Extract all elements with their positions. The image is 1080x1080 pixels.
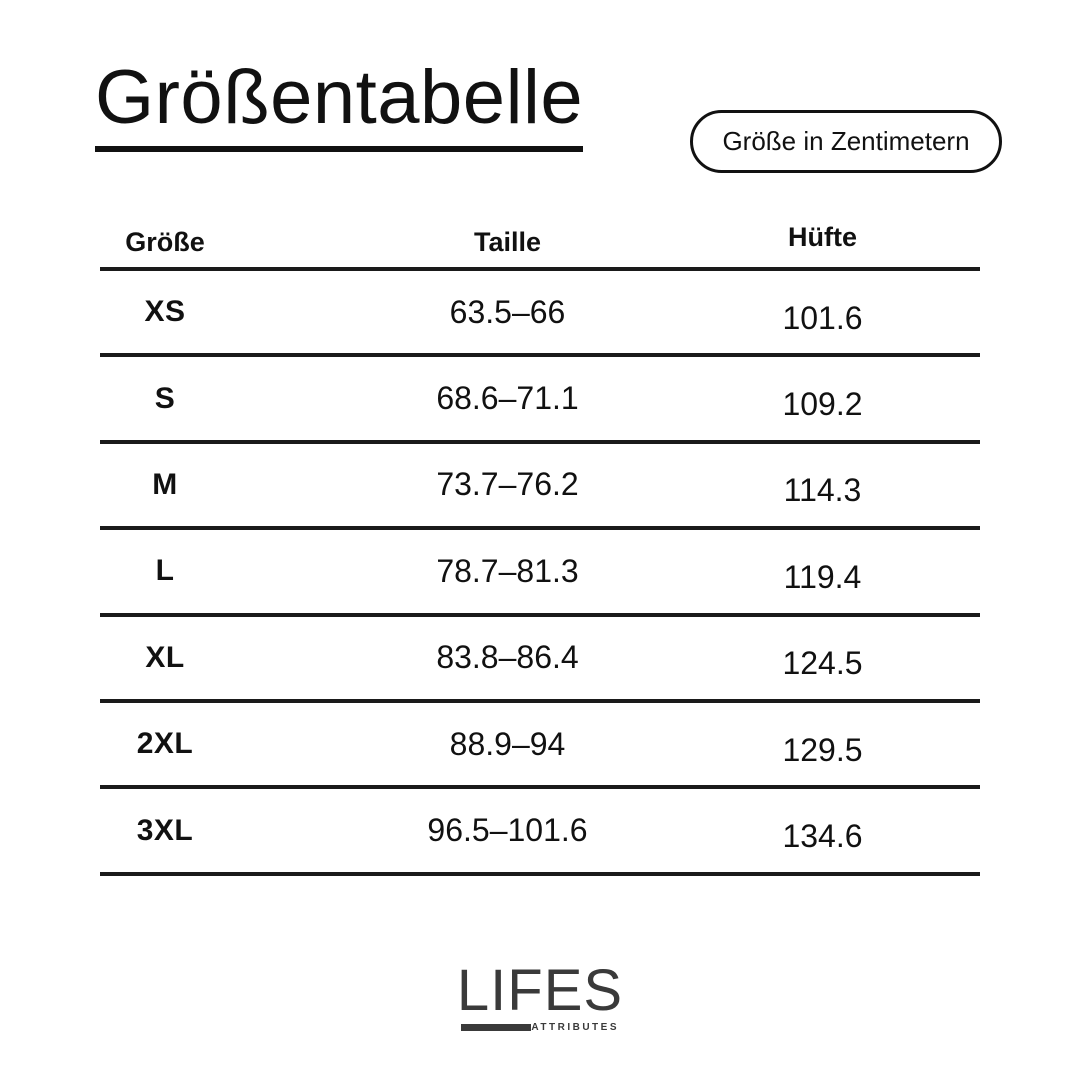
table-row (100, 530, 980, 616)
size-label: XL (145, 640, 185, 674)
hip-value: 114.3 (783, 472, 862, 509)
table-header-row (100, 218, 980, 271)
waist-value: 88.9–94 (449, 725, 566, 762)
table-row (100, 703, 980, 789)
size-label: S (154, 381, 176, 415)
hip-value: 119.4 (783, 558, 862, 595)
brand-logo-wordmark: LIFES (456, 958, 624, 1023)
waist-value: 68.6–71.1 (436, 380, 579, 417)
hip-value: 101.6 (782, 299, 863, 336)
unit-badge: Größe in Zentimetern (690, 110, 1002, 173)
size-label: M (152, 467, 178, 501)
column-header-waist: Taille (473, 227, 542, 257)
logo-underline-bar (461, 1024, 531, 1031)
brand-logo (0, 958, 1080, 1033)
table-row (100, 789, 980, 875)
table-row (100, 357, 980, 443)
column-header-size: Größe (125, 227, 205, 257)
hip-value: 109.2 (782, 386, 863, 423)
brand-logo-subtext: ATTRIBUTES (531, 1022, 619, 1033)
table-row (100, 617, 980, 703)
page-title: Größentabelle (95, 58, 583, 152)
waist-value: 96.5–101.6 (427, 812, 588, 849)
waist-value: 78.7–81.3 (436, 552, 579, 589)
size-label: XS (144, 295, 186, 329)
column-header-hip: Hüfte (788, 222, 857, 252)
size-table (100, 218, 980, 876)
size-label: 2XL (136, 727, 194, 761)
hip-value: 129.5 (782, 731, 863, 768)
waist-value: 73.7–76.2 (436, 466, 579, 503)
table-row (100, 444, 980, 530)
size-label: L (155, 554, 175, 588)
table-row (100, 271, 980, 357)
hip-value: 124.5 (782, 645, 863, 682)
hip-value: 134.6 (782, 818, 863, 855)
brand-logo-subline (461, 1022, 619, 1033)
waist-value: 63.5–66 (449, 293, 566, 330)
waist-value: 83.8–86.4 (436, 639, 579, 676)
size-label: 3XL (136, 813, 194, 847)
